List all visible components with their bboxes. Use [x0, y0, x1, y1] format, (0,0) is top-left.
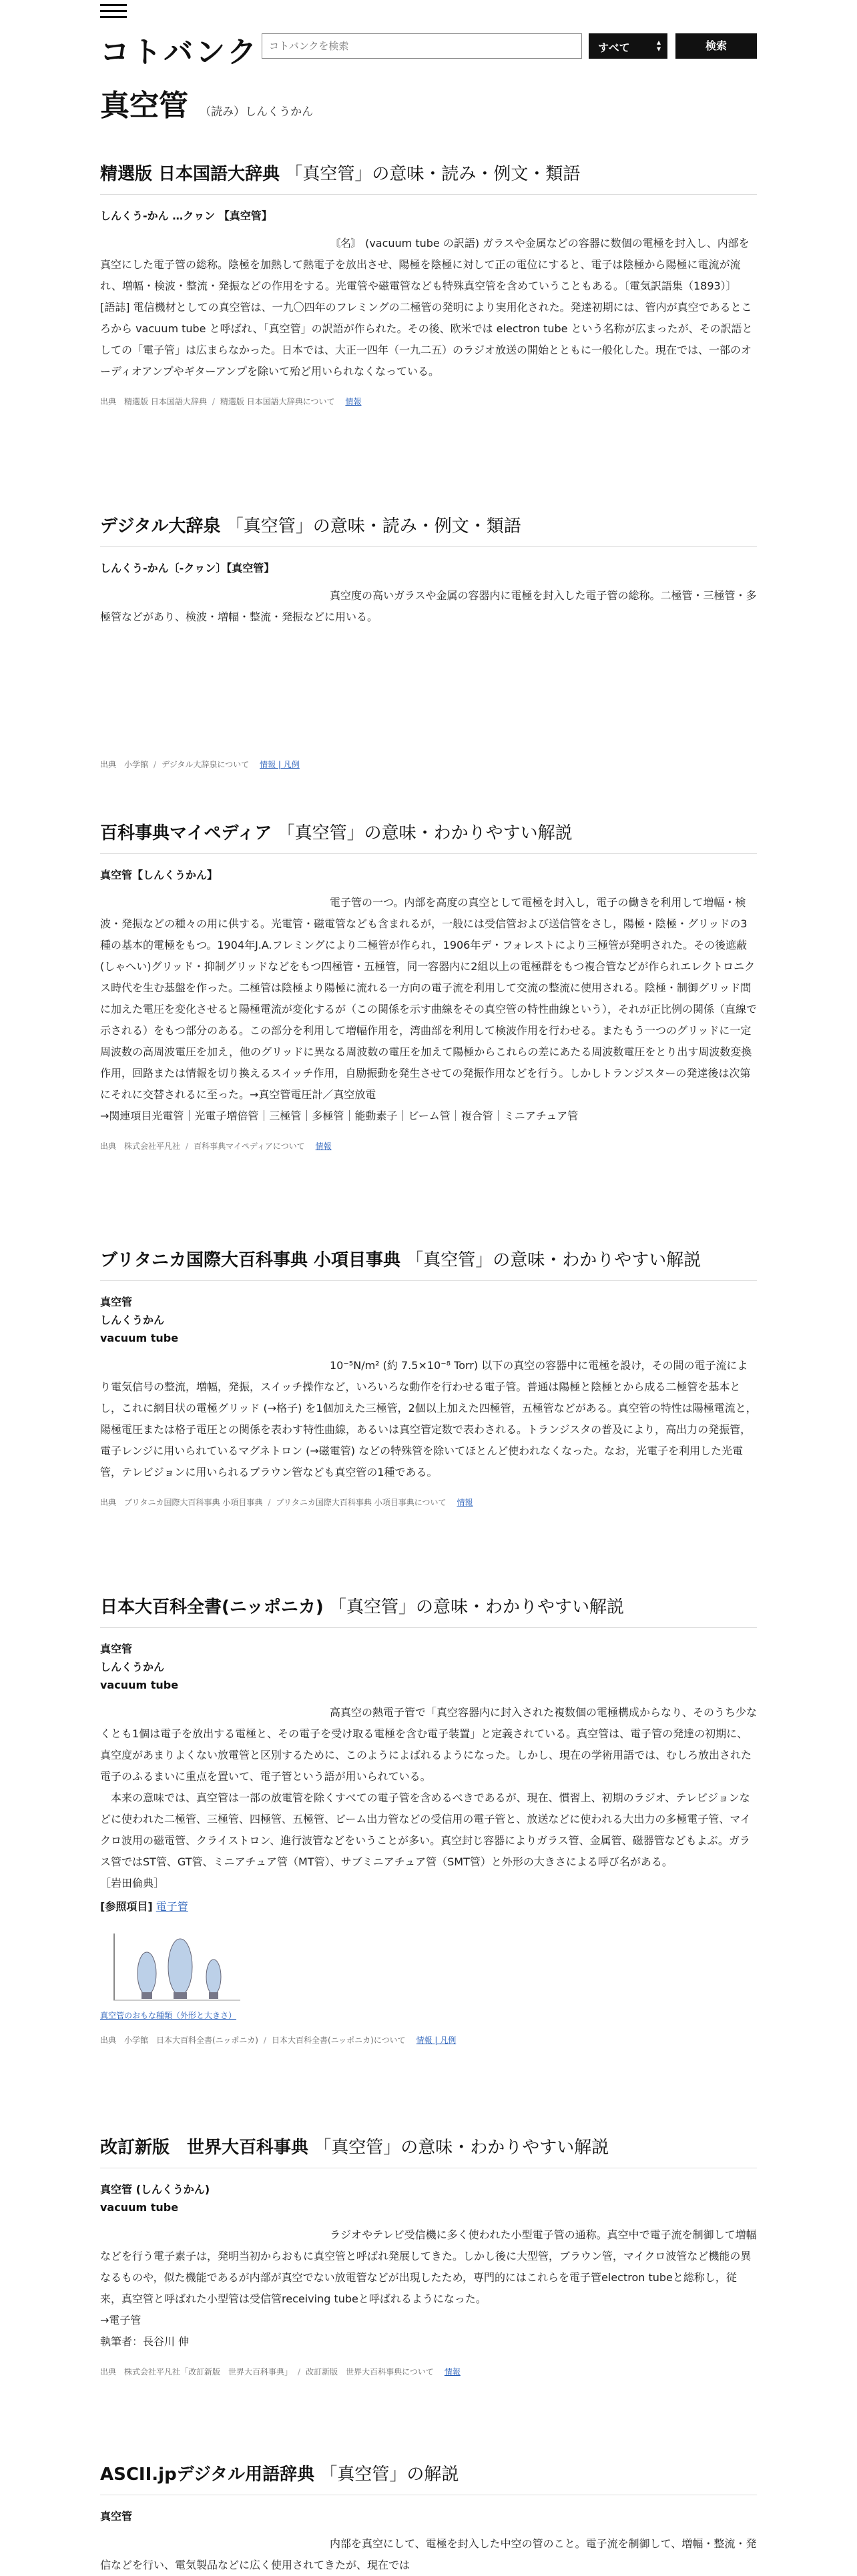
entry-headword: しんくう‐かん …クヮン 【真空管】 [100, 209, 272, 222]
section-ascii [100, 2461, 757, 2576]
section-heading: ブリタニカ国際大百科事典 小項目事典 「真空管」の意味・わかりやすい解説 [100, 1246, 757, 1281]
page-reading: （読み）しんくうかん [200, 105, 314, 119]
entry-headword: しんくう‐かん〔‐クヮン〕【真空管】 [100, 562, 275, 574]
section-seisen-nikkoku [100, 160, 757, 407]
section-daijisen [100, 512, 757, 770]
title-row [100, 81, 313, 124]
source-line: 出典 小学館 日本大百科全書(ニッポニカ) / 日本大百科全書(ニッポニカ)について 情報 | 凡例 [100, 2036, 457, 2045]
section-heading: 精選版 日本国語大辞典 「真空管」の意味・読み・例文・類語 [100, 160, 757, 195]
figure[interactable] [100, 1920, 757, 2021]
info-link[interactable]: 情報 | 凡例 [260, 760, 300, 769]
entry-body: 内部を真空にして、電極を封入した中空の管のこと。電子流を制御して、増幅・整流・発信などを行い、電気製品などに広く使用されてきたが、現在では [100, 2537, 757, 2571]
section-britannica [100, 1246, 757, 1508]
hamburger-menu-icon[interactable] [100, 4, 127, 19]
select-caret-icon: ▴ ▾ [656, 37, 661, 53]
site-logo[interactable]: コトバンク [100, 35, 260, 69]
search-button[interactable]: 検索 [675, 33, 757, 59]
entry-headword: 真空管 しんくうかん vacuum tube [100, 1296, 179, 1344]
info-link[interactable]: 情報 [315, 1142, 332, 1151]
page-title: 真空管 [100, 89, 188, 123]
info-link[interactable]: 情報 [444, 2367, 461, 2377]
entry-body: ラジオやテレビ受信機に多く使われた小型電子管の通称。真空中で電子流を制御して増幅などを行う電子素子は，発明当初からおもに真空管と呼ばれ発展してきた。しかし後に大型管，ブラウン管，マイクロ波管など機能の異なるものや，似た機能であるが内部が真空でない放電管などが出現したため，専門的にはこれらを電子管electron tubeと総称し，従来，真空管と呼ばれた小型管は受信管receiving tubeと呼ばれるようになった。 →電子管 執筆者：長谷川 伸 [100, 2228, 757, 2348]
section-sekai-daihyakka [100, 2134, 757, 2377]
entry-headword: 真空管 [100, 2510, 133, 2523]
entry-body: 高真空の熱電子管で「真空容器内に封入された複数個の電極構成からなり、そのうち少なくとも1個は電子を放出する電極と、その電子を受け取る電極を含む電子装置」と定義されている。真空管は、電子管の発達の初期に、真空度があまりよくない放電管と区別するために、このようによばれるようになった。しかし、現在の学術用語では、むしろ放出された電子のふるまいに重点を置いて、電子管という語が用いられている。 本来の意味では、真空管は一部の放電管を除くすべての電子管を含めるべきであるが、現在、慣習上、初期のラジオ、テレビジョンなどに使われた二極管、三極管、四極管、五極管、ビーム出力管などの受信用の電子管と、放送などに使われる大出力の多極電子管、マイクロ波用の磁電管、クライストロン、進行波管などをいうことが多い。真空封じ容器によりガラス管、金属管、磁器管などもよぶ。ガラス管ではST管、GT管、ミニアチュア管（MT管）、サブミニアチュア管（SMT管）と外形の大きさによる呼び名がある。 ［岩田倫典］ [100, 1706, 758, 1889]
entry-body: 〘名〙 (vacuum tube の訳語) ガラスや金属などの容器に数個の電極を封入し、内部を真空にした電子管の総称。陰極を加熱して熱電子を放出させ、陽極を陰極に対して正の電位にすると、電子は陰極から陽極に電流が流れ、増幅・検波・整流・発振などの作用をする。光電管や磁電管なども特殊真空管を含めていうこともある。〔電気訳語集（1893）〕 [語誌] 電信機材としての真空管は、一九〇四年のフレミングの二極管の発明により実用化された。発達初期には、管内が真空であるところから vacuum tube と呼ばれ、「真空管」の訳語が作られた。その後、欧米では electron tube という名称が広まったが、その訳語としての「電子管」は広まらなかった。日本では、大正一四年（一九二五）のラジオ放送の開始とともに一般化した。現在では、一部のオーディオアンプやギターアンプを除いて殆ど用いられなくなっている。 [100, 237, 753, 378]
source-line: 出典 精選版 日本国語大辞典 / 精選版 日本国語大辞典について 情報 [100, 397, 362, 406]
search-scope-value: すべて [598, 41, 630, 54]
section-heading: 改訂新版 世界大百科事典 「真空管」の意味・わかりやすい解説 [100, 2134, 757, 2168]
vacuum-tube-figure-icon [100, 1920, 254, 2007]
page [100, 0, 758, 2571]
info-link[interactable]: 情報 [345, 397, 362, 406]
entry-body: 10⁻⁵N/m² (約 7.5×10⁻⁸ Torr) 以下の真空の容器中に電極を設け，その間の電子流により電気信号の整流，増幅，発振，スイッチ操作など，いろいろな動作を行わせる電子管。普通は陽極と陰極とから成る二極管を基本とし，これに網目状の電極グリッド (→格子) を1個加えた三極管，2個以上加えた四極管，五極管などがある。真空管の特性は陽極電流と，陽極電圧または格子電圧との関係を表わす特性曲線，あるいは真空管定数で表わされる。トランジスタの普及により，高出力の発振管，電子レンジに用いられているマグネトロン (→磁電管) などの特殊管を除いてほとんど使われなくなった。なお，光電子を利用した光電管，テレビジョンに用いられるブラウン管なども真空管の1種である。 [100, 1359, 757, 1478]
source-line: 出典 小学館 / デジタル大辞泉について 情報 | 凡例 [100, 760, 300, 769]
entry-body: 真空度の高いガラスや金属の容器内に電極を封入した電子管の総称。二極管・三極管・多極管などがあり、検波・増幅・整流・発振などに用いる。 [100, 589, 757, 623]
site-header [100, 0, 757, 73]
related-items: [参照項目] 電子管 [100, 1900, 188, 1913]
search-input[interactable] [262, 33, 582, 59]
entry-headword: 真空管【しんくうかん】 [100, 869, 218, 881]
section-heading: ASCII.jpデジタル用語辞典 「真空管」の解説 [100, 2461, 757, 2495]
section-nipponica [100, 1593, 757, 2046]
search-scope-select[interactable] [589, 33, 667, 59]
related-link[interactable]: 電子管 [156, 1900, 188, 1913]
info-link[interactable]: 情報 | 凡例 [416, 2036, 457, 2045]
source-line: 出典 ブリタニカ国際大百科事典 小項目事典 / ブリタニカ国際大百科事典 小項目事典について 情報 [100, 1498, 473, 1507]
section-heading: 日本大百科全書(ニッポニカ) 「真空管」の意味・わかりやすい解説 [100, 1593, 757, 1628]
entry-body: 電子管の一つ。内部を高度の真空として電極を封入し，電子の働きを利用して増幅・検波・発振などの種々の用に供する。光電管・磁電管なども含まれるが，一般には受信管および送信管をさし，陽極・陰極・グリッドの3種の基本的電極をもつ。1904年J.A.フレミングにより二極管が作られ，1906年デ・フォレストにより三極管が発明された。その後遮蔽(しゃへい)グリッド・抑制グリッドなどをもつ四極管・五極管，同一容器内に2組以上の電極群をもつ複合管などが作られエレクトロニクス時代を生む基盤を作った。二極管は陰極より陽極に流れる一方向の電子流を利用して交流の整流に使用される。陰極・制御グリッド間に加えた電圧を変化させると陽極電流が変化するが（この関係を示す曲線をその真空管の特性曲線という），それが正比例の関係（直線で示される）をもつ部分のある。この部分を利用して増幅作用を，湾曲部を利用して検波作用を行わせる。またもう一つのグリッドに一定周波数の高周波電圧を加え，他のグリッドに異なる周波数の電圧を加えて陽極からこれらの差にあたる周波数電圧をとり出す周波数変換作用，回路または情報を切り換えるスイッチ作用，自励振動を発生させての発振作用などを行う。しかしトランジスターの発達後は次第にそれに交替されるに至った。→真空管電圧計／真空放電 →関連項目光電管｜光電子増倍管｜三極管｜多極管｜能動素子｜ビーム管｜複合管｜ミニアチュア管 [100, 896, 758, 1122]
entry-headword: 真空管 (しんくうかん) vacuum tube [100, 2183, 210, 2214]
entry-headword: 真空管 しんくうかん vacuum tube [100, 1643, 179, 1691]
source-line: 出典 株式会社平凡社「改訂新版 世界大百科事典」 / 改訂新版 世界大百科事典について 情報 [100, 2367, 461, 2377]
section-heading: 百科事典マイペディア 「真空管」の意味・わかりやすい解説 [100, 819, 757, 854]
info-link[interactable]: 情報 [457, 1498, 473, 1507]
figure-caption[interactable]: 真空管のおもな種類（外形と大きさ） [100, 2011, 237, 2020]
section-mypedia [100, 819, 757, 1152]
section-heading: デジタル大辞泉 「真空管」の意味・読み・例文・類語 [100, 512, 757, 547]
source-line: 出典 株式会社平凡社 / 百科事典マイペディアについて 情報 [100, 1142, 332, 1151]
